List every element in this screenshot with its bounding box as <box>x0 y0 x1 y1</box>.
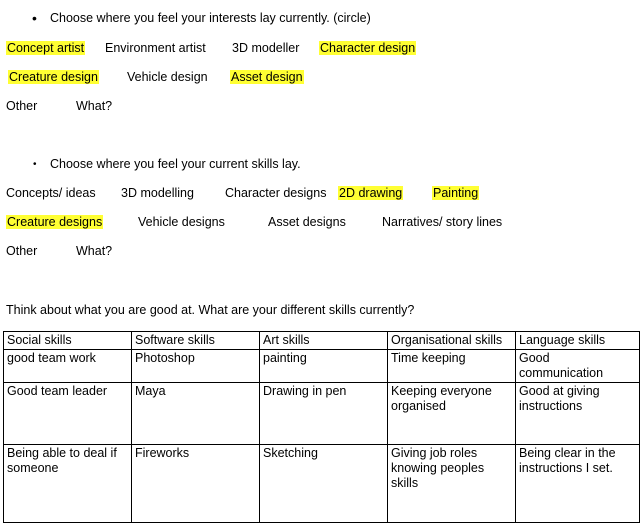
table-header-row <box>4 332 640 350</box>
bullet-icon: • <box>33 159 37 170</box>
table-cell[interactable]: Good team leader <box>4 383 132 445</box>
option-narratives[interactable]: Narratives/ story lines <box>382 215 503 229</box>
option-concepts-ideas[interactable]: Concepts/ ideas <box>6 186 96 200</box>
option-vehicle-design[interactable]: Vehicle design <box>127 70 208 84</box>
table-cell[interactable]: good team work <box>4 350 132 383</box>
header-software-skills: Software skills <box>132 332 260 350</box>
table-cell[interactable]: Keeping everyone organised <box>388 383 516 445</box>
option-3d-modelling[interactable]: 3D modelling <box>121 186 194 200</box>
header-art-skills: Art skills <box>260 332 388 350</box>
table-row <box>4 350 640 383</box>
option-3d-modeller[interactable]: 3D modeller <box>232 41 300 55</box>
option-other-skills[interactable]: Other <box>6 244 38 258</box>
table-cell[interactable]: Being able to deal if someone <box>4 445 132 523</box>
option-what[interactable]: What? <box>76 99 113 113</box>
option-label: Painting <box>433 186 479 200</box>
interests-question: Choose where you feel your interests lay currently. (circle) <box>50 11 371 25</box>
option-creature-designs[interactable] <box>6 215 103 230</box>
option-label: Asset design <box>231 70 303 84</box>
header-language-skills: Language skills <box>516 332 640 350</box>
option-label: 2D drawing <box>339 186 403 200</box>
option-other[interactable]: Other <box>6 99 38 113</box>
table-cell[interactable]: Drawing in pen <box>260 383 388 445</box>
table-cell[interactable]: Fireworks <box>132 445 260 523</box>
table-cell[interactable]: Being clear in the instructions I set. <box>516 445 640 523</box>
header-organisational-skills: Organisational skills <box>388 332 516 350</box>
option-vehicle-designs[interactable]: Vehicle designs <box>138 215 225 229</box>
option-creature-design[interactable] <box>8 70 99 85</box>
option-label: Creature designs <box>7 215 103 229</box>
option-label: Character design <box>320 41 416 55</box>
option-label: Concept artist <box>7 41 85 55</box>
option-character-designs[interactable]: Character designs <box>225 186 327 200</box>
table-row <box>4 445 640 523</box>
option-asset-designs[interactable]: Asset designs <box>268 215 346 229</box>
option-label: Creature design <box>9 70 98 84</box>
table-cell[interactable]: Sketching <box>260 445 388 523</box>
option-asset-design[interactable] <box>230 70 304 85</box>
option-character-design[interactable] <box>319 41 416 56</box>
table-cell[interactable]: Giving job roles knowing peoples skills <box>388 445 516 523</box>
bullet-icon: • <box>32 10 37 26</box>
table-cell[interactable]: Photoshop <box>132 350 260 383</box>
table-cell[interactable]: Good at giving instructions <box>516 383 640 445</box>
skills-question: Choose where you feel your current skills lay. <box>50 157 301 171</box>
option-2d-drawing[interactable] <box>338 186 403 201</box>
table-cell[interactable]: painting <box>260 350 388 383</box>
option-what-skills[interactable]: What? <box>76 244 113 258</box>
skills-table <box>3 331 640 523</box>
table-cell[interactable]: Maya <box>132 383 260 445</box>
table-cell[interactable]: Good communication <box>516 350 640 383</box>
table-row <box>4 383 640 445</box>
option-concept-artist[interactable] <box>6 41 85 56</box>
option-environment-artist[interactable]: Environment artist <box>105 41 206 55</box>
table-cell[interactable]: Time keeping <box>388 350 516 383</box>
header-social-skills: Social skills <box>4 332 132 350</box>
option-painting[interactable] <box>432 186 479 201</box>
skills-prompt: Think about what you are good at. What are your different skills currently? <box>6 303 415 317</box>
